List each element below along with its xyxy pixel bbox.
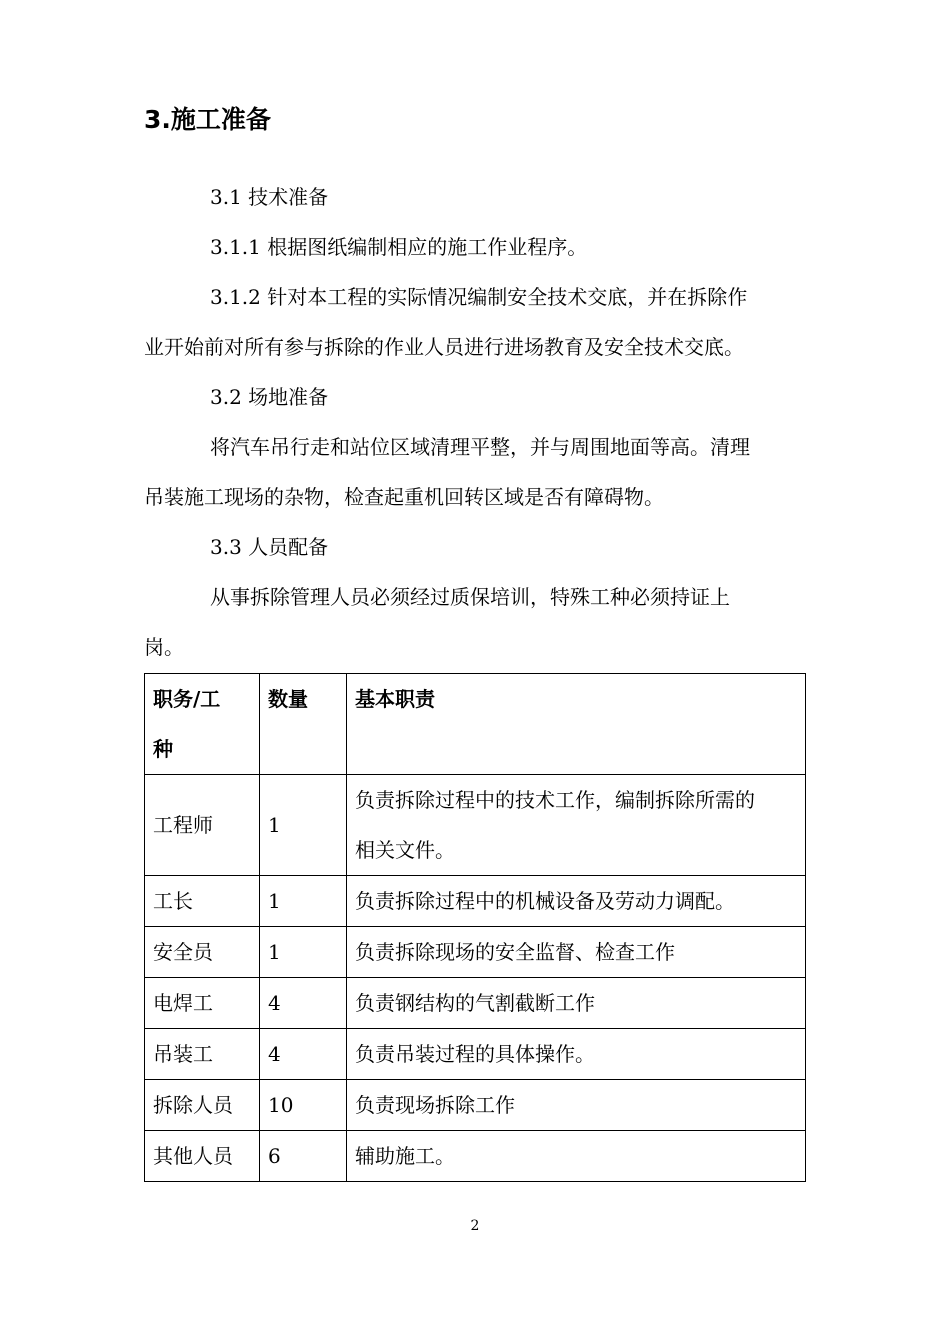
cell-duty: 负责现场拆除工作 (347, 1080, 806, 1131)
cell-count: 4 (260, 1029, 347, 1080)
cell-duty (347, 775, 806, 876)
cell-role: 工程师 (145, 775, 260, 876)
header-duty: 基本职责 (347, 674, 806, 775)
table-header-row (145, 674, 806, 775)
paragraph-3-1-2-line2: 业开始前对所有参与拆除的作业人员进行进场教育及安全技术交底。 (144, 335, 744, 359)
table-row (145, 876, 806, 927)
header-role-line2: 种 (153, 737, 173, 761)
subsection-title-site: 3.2 场地准备 (210, 385, 329, 409)
header-count: 数量 (260, 674, 347, 775)
cell-duty-line1: 负责拆除过程中的技术工作，编制拆除所需的 (355, 788, 755, 812)
cell-duty: 负责钢结构的气割截断工作 (347, 978, 806, 1029)
cell-role: 电焊工 (145, 978, 260, 1029)
cell-duty: 负责吊装过程的具体操作。 (347, 1029, 806, 1080)
section-heading: 3.施工准备 (144, 105, 271, 134)
table-row (145, 978, 806, 1029)
cell-duty-line2: 相关文件。 (355, 838, 455, 862)
cell-count: 1 (260, 927, 347, 978)
cell-duty: 辅助施工。 (347, 1131, 806, 1182)
cell-role: 拆除人员 (145, 1080, 260, 1131)
page-number: 2 (470, 1218, 480, 1234)
cell-count: 1 (260, 775, 347, 876)
table-row (145, 927, 806, 978)
table-row (145, 1080, 806, 1131)
table-row (145, 775, 806, 876)
cell-role: 工长 (145, 876, 260, 927)
cell-role: 吊装工 (145, 1029, 260, 1080)
paragraph-3-1-2-line1: 3.1.2 针对本工程的实际情况编制安全技术交底，并在拆除作 (210, 285, 748, 309)
cell-role: 其他人员 (145, 1131, 260, 1182)
cell-count: 1 (260, 876, 347, 927)
table-row (145, 1029, 806, 1080)
staff-table (144, 673, 806, 1182)
cell-duty: 负责拆除现场的安全监督、检查工作 (347, 927, 806, 978)
paragraph-staff-line2: 岗。 (144, 635, 184, 659)
subsection-title-staff: 3.3 人员配备 (210, 535, 329, 559)
paragraph-site-line2: 吊装施工现场的杂物，检查起重机回转区域是否有障碍物。 (144, 485, 664, 509)
subsection-title-tech: 3.1 技术准备 (210, 185, 329, 209)
header-role-line1: 职务/工 (153, 687, 221, 711)
cell-role: 安全员 (145, 927, 260, 978)
table-row (145, 1131, 806, 1182)
cell-duty: 负责拆除过程中的机械设备及劳动力调配。 (347, 876, 806, 927)
cell-count: 4 (260, 978, 347, 1029)
paragraph-site-line1: 将汽车吊行走和站位区域清理平整，并与周围地面等高。清理 (210, 435, 750, 459)
header-role (145, 674, 260, 775)
paragraph-3-1-1: 3.1.1 根据图纸编制相应的施工作业程序。 (210, 235, 588, 259)
paragraph-staff-line1: 从事拆除管理人员必须经过质保培训，特殊工种必须持证上 (210, 585, 730, 609)
cell-count: 6 (260, 1131, 347, 1182)
cell-count: 10 (260, 1080, 347, 1131)
